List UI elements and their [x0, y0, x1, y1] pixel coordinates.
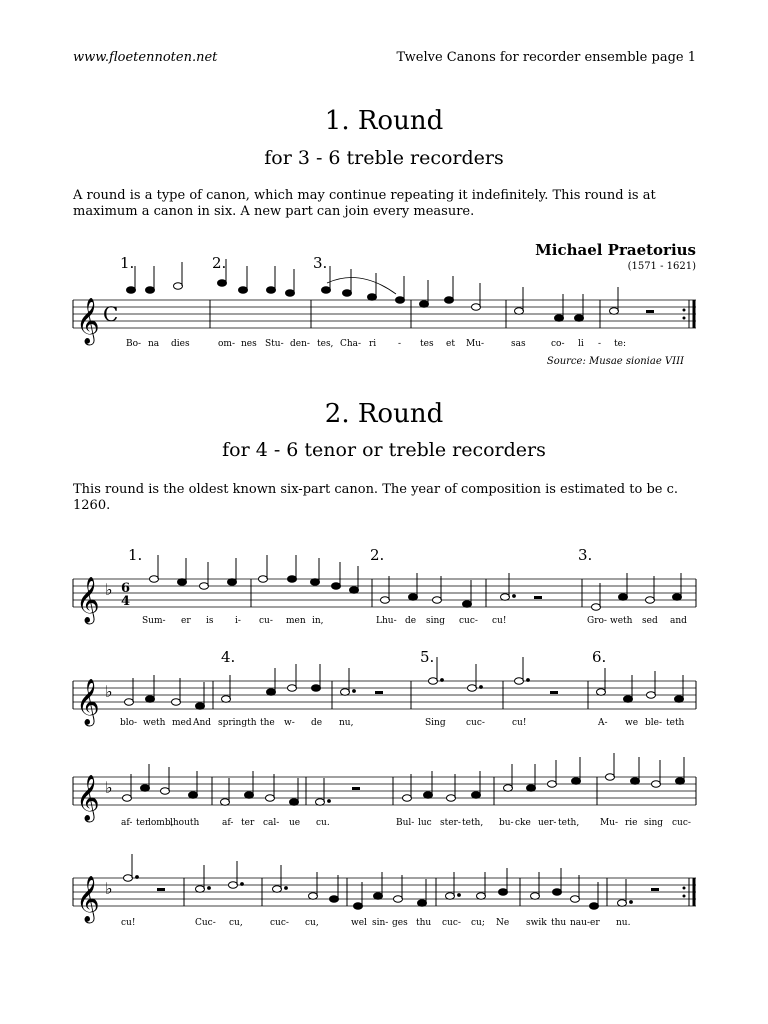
treble-clef-icon: 𝄞 [76, 876, 100, 922]
lyric-syllable: is [206, 616, 214, 626]
repeat-dot [683, 317, 686, 320]
lyric-syllable: And [193, 718, 212, 728]
lyric-syllable: nu, [339, 718, 354, 728]
lyric-syllable: Stu- [265, 339, 284, 349]
entry-number: 1. [120, 254, 135, 272]
lyric-syllable: co- [551, 339, 565, 349]
lyric-syllable: ble- [645, 718, 663, 728]
round2-staff-line3 [0, 742, 768, 842]
round2-line2-lyrics [120, 718, 685, 728]
lyric-syllable: cu; [471, 918, 485, 928]
time-signature-top: 6 [121, 581, 131, 596]
lyric-syllable: cke [515, 818, 531, 828]
lyric-syllable: Lhu- [376, 616, 397, 626]
lyric-syllable: nau- [570, 918, 590, 928]
entry-number: 5. [420, 648, 435, 666]
composer-dates: (1571 - 1621) [627, 261, 696, 272]
lyric-syllable: Cuc- [195, 918, 216, 928]
flat-icon: ♭ [105, 778, 113, 797]
round2-line3-lyrics [121, 818, 691, 828]
lyric-syllable: and [670, 616, 687, 626]
round2-title: 2. Round [324, 399, 444, 429]
notes [150, 555, 682, 610]
lyric-syllable: lomb, [148, 818, 174, 828]
lyric-syllable: af- [121, 818, 133, 828]
repeat-dot [683, 309, 686, 312]
website-url: www.floetennoten.net [73, 50, 218, 65]
lyric-syllable: ter [136, 818, 150, 828]
lyric-syllable: ue [289, 818, 301, 828]
lyric-syllable: springth [218, 718, 257, 728]
lyric-syllable: Sum- [142, 616, 166, 626]
lyric-syllable: lhouth [170, 818, 200, 828]
round2-subtitle: for 4 - 6 tenor or treble recorders [222, 439, 546, 461]
round2-description: This round is the oldest known six-part canon. The year of composition is estimated to be c. 1260. [73, 482, 679, 513]
lyric-syllable: de [311, 718, 323, 728]
treble-clef-icon: 𝄞 [76, 679, 100, 725]
lyric-syllable: dies [171, 339, 190, 349]
lyric-syllable: cu! [512, 718, 527, 728]
entry-number: 3. [313, 254, 328, 272]
lyric-syllable: cuc- [459, 616, 478, 626]
lyric-syllable: weth [610, 616, 633, 626]
lyric-syllable: cu, [305, 918, 319, 928]
lyric-syllable: na [148, 339, 160, 349]
lyric-syllable: w- [284, 718, 295, 728]
lyric-syllable: the [260, 718, 275, 728]
slur [327, 278, 396, 294]
lyric-syllable: cuc- [672, 818, 691, 828]
round1-lyrics [126, 339, 626, 349]
round1-entry-numbers [120, 254, 327, 272]
lyric-syllable: er [590, 918, 600, 928]
lyric-syllable: med [172, 718, 192, 728]
time-signature: C [103, 302, 119, 326]
round2-staff-line4 [0, 842, 768, 942]
treble-clef-icon: 𝄞 [76, 577, 100, 623]
lyric-syllable: om- [218, 339, 235, 349]
lyric-syllable: cuc- [442, 918, 461, 928]
lyric-syllable: i- [235, 616, 241, 626]
lyric-syllable: ster- [440, 818, 461, 828]
flat-icon: ♭ [105, 682, 113, 701]
lyric-syllable: cuc- [466, 718, 485, 728]
lyric-syllable: uer- [538, 818, 557, 828]
lyric-syllable: den- [290, 339, 310, 349]
lyric-syllable: cal- [263, 818, 280, 828]
time-signature-bottom: 4 [121, 594, 131, 609]
entry-number: 1. [128, 546, 143, 564]
staff-lines [73, 300, 696, 328]
round1-subtitle: for 3 - 6 treble recorders [264, 147, 504, 169]
lyric-syllable: thu [416, 918, 432, 928]
lyric-syllable: et [446, 339, 455, 349]
lyric-syllable: - [398, 339, 402, 349]
round2-line4-lyrics [121, 918, 631, 928]
lyric-syllable: cu- [259, 616, 273, 626]
lyric-syllable: - [598, 339, 602, 349]
round2-staff-line2 [0, 642, 768, 742]
round1-title: 1. Round [324, 106, 444, 136]
lyric-syllable: tes [420, 339, 434, 349]
round2-staff-line1 [0, 540, 768, 640]
lyric-syllable: li [578, 339, 584, 349]
lyric-syllable: tes, [317, 339, 334, 349]
collection-title: Twelve Canons for recorder ensemble page 1 [396, 50, 696, 65]
repeat-dot [683, 887, 686, 890]
flat-icon: ♭ [105, 879, 113, 898]
lyric-syllable: er [181, 616, 191, 626]
lyric-syllable: luc [418, 818, 432, 828]
repeat-dot [683, 895, 686, 898]
lyric-syllable: cu! [492, 616, 507, 626]
lyric-syllable: sing [426, 616, 446, 626]
lyric-syllable: Ne [496, 918, 510, 928]
entry-number: 2. [212, 254, 227, 272]
lyric-syllable: Sing [425, 718, 446, 728]
lyric-syllable: Mu- [600, 818, 619, 828]
lyric-syllable: in, [312, 616, 324, 626]
notes [124, 854, 660, 909]
lyric-syllable: cu, [229, 918, 243, 928]
lyric-syllable: nes [241, 339, 257, 349]
lyric-syllable: af- [222, 818, 234, 828]
lyric-syllable: sas [511, 339, 526, 349]
notes [123, 753, 685, 805]
lyric-syllable: sing [644, 818, 664, 828]
entry-number: 2. [370, 546, 385, 564]
lyric-syllable: de [405, 616, 417, 626]
lyric-syllable: A- [598, 718, 608, 728]
round2-line1-lyrics [142, 616, 687, 626]
lyric-syllable: sed [642, 616, 658, 626]
lyric-syllable: Bo- [126, 339, 142, 349]
treble-clef-icon: 𝄞 [76, 298, 100, 344]
lyric-syllable: ges [392, 918, 408, 928]
lyric-syllable: thu [551, 918, 567, 928]
lyric-syllable: Bul- [396, 818, 415, 828]
entry-number: 6. [592, 648, 607, 666]
source-citation: Source: Musae sioniae VIII [546, 356, 684, 367]
entry-number: 4. [221, 648, 236, 666]
staff-lines [73, 878, 696, 906]
lyric-syllable: ri [369, 339, 377, 349]
lyric-syllable: men [286, 616, 306, 626]
lyric-syllable: teth, [558, 818, 580, 828]
lyric-syllable: weth [143, 718, 166, 728]
lyric-syllable: wel [351, 918, 367, 928]
lyric-syllable: ter [241, 818, 255, 828]
lyric-syllable: sin- [372, 918, 389, 928]
lyric-syllable: teth, [462, 818, 484, 828]
lyric-syllable: we [625, 718, 639, 728]
lyric-syllable: Gro- [587, 616, 607, 626]
flat-icon: ♭ [105, 580, 113, 599]
lyric-syllable: bu- [499, 818, 514, 828]
lyric-syllable: te: [614, 339, 626, 349]
composer-name: Michael Praetorius [535, 241, 696, 259]
lyric-syllable: cuc- [270, 918, 289, 928]
lyric-syllable: cu. [316, 818, 330, 828]
lyric-syllable: Cha- [340, 339, 362, 349]
entry-number: 3. [578, 546, 593, 564]
lyric-syllable: swik [526, 918, 547, 928]
lyric-syllable: nu. [616, 918, 631, 928]
treble-clef-icon: 𝄞 [76, 775, 100, 821]
lyric-syllable: cu! [121, 918, 136, 928]
lyric-syllable: rie [625, 818, 638, 828]
round1-description: A round is a type of canon, which may continue repeating it indefinitely. This round is at maximum a canon in six. A new part can join every measure. [73, 188, 656, 219]
round1-staff [0, 250, 768, 370]
lyric-syllable: Mu- [466, 339, 485, 349]
lyric-syllable: teth [666, 718, 685, 728]
lyric-syllable: blo- [120, 718, 138, 728]
